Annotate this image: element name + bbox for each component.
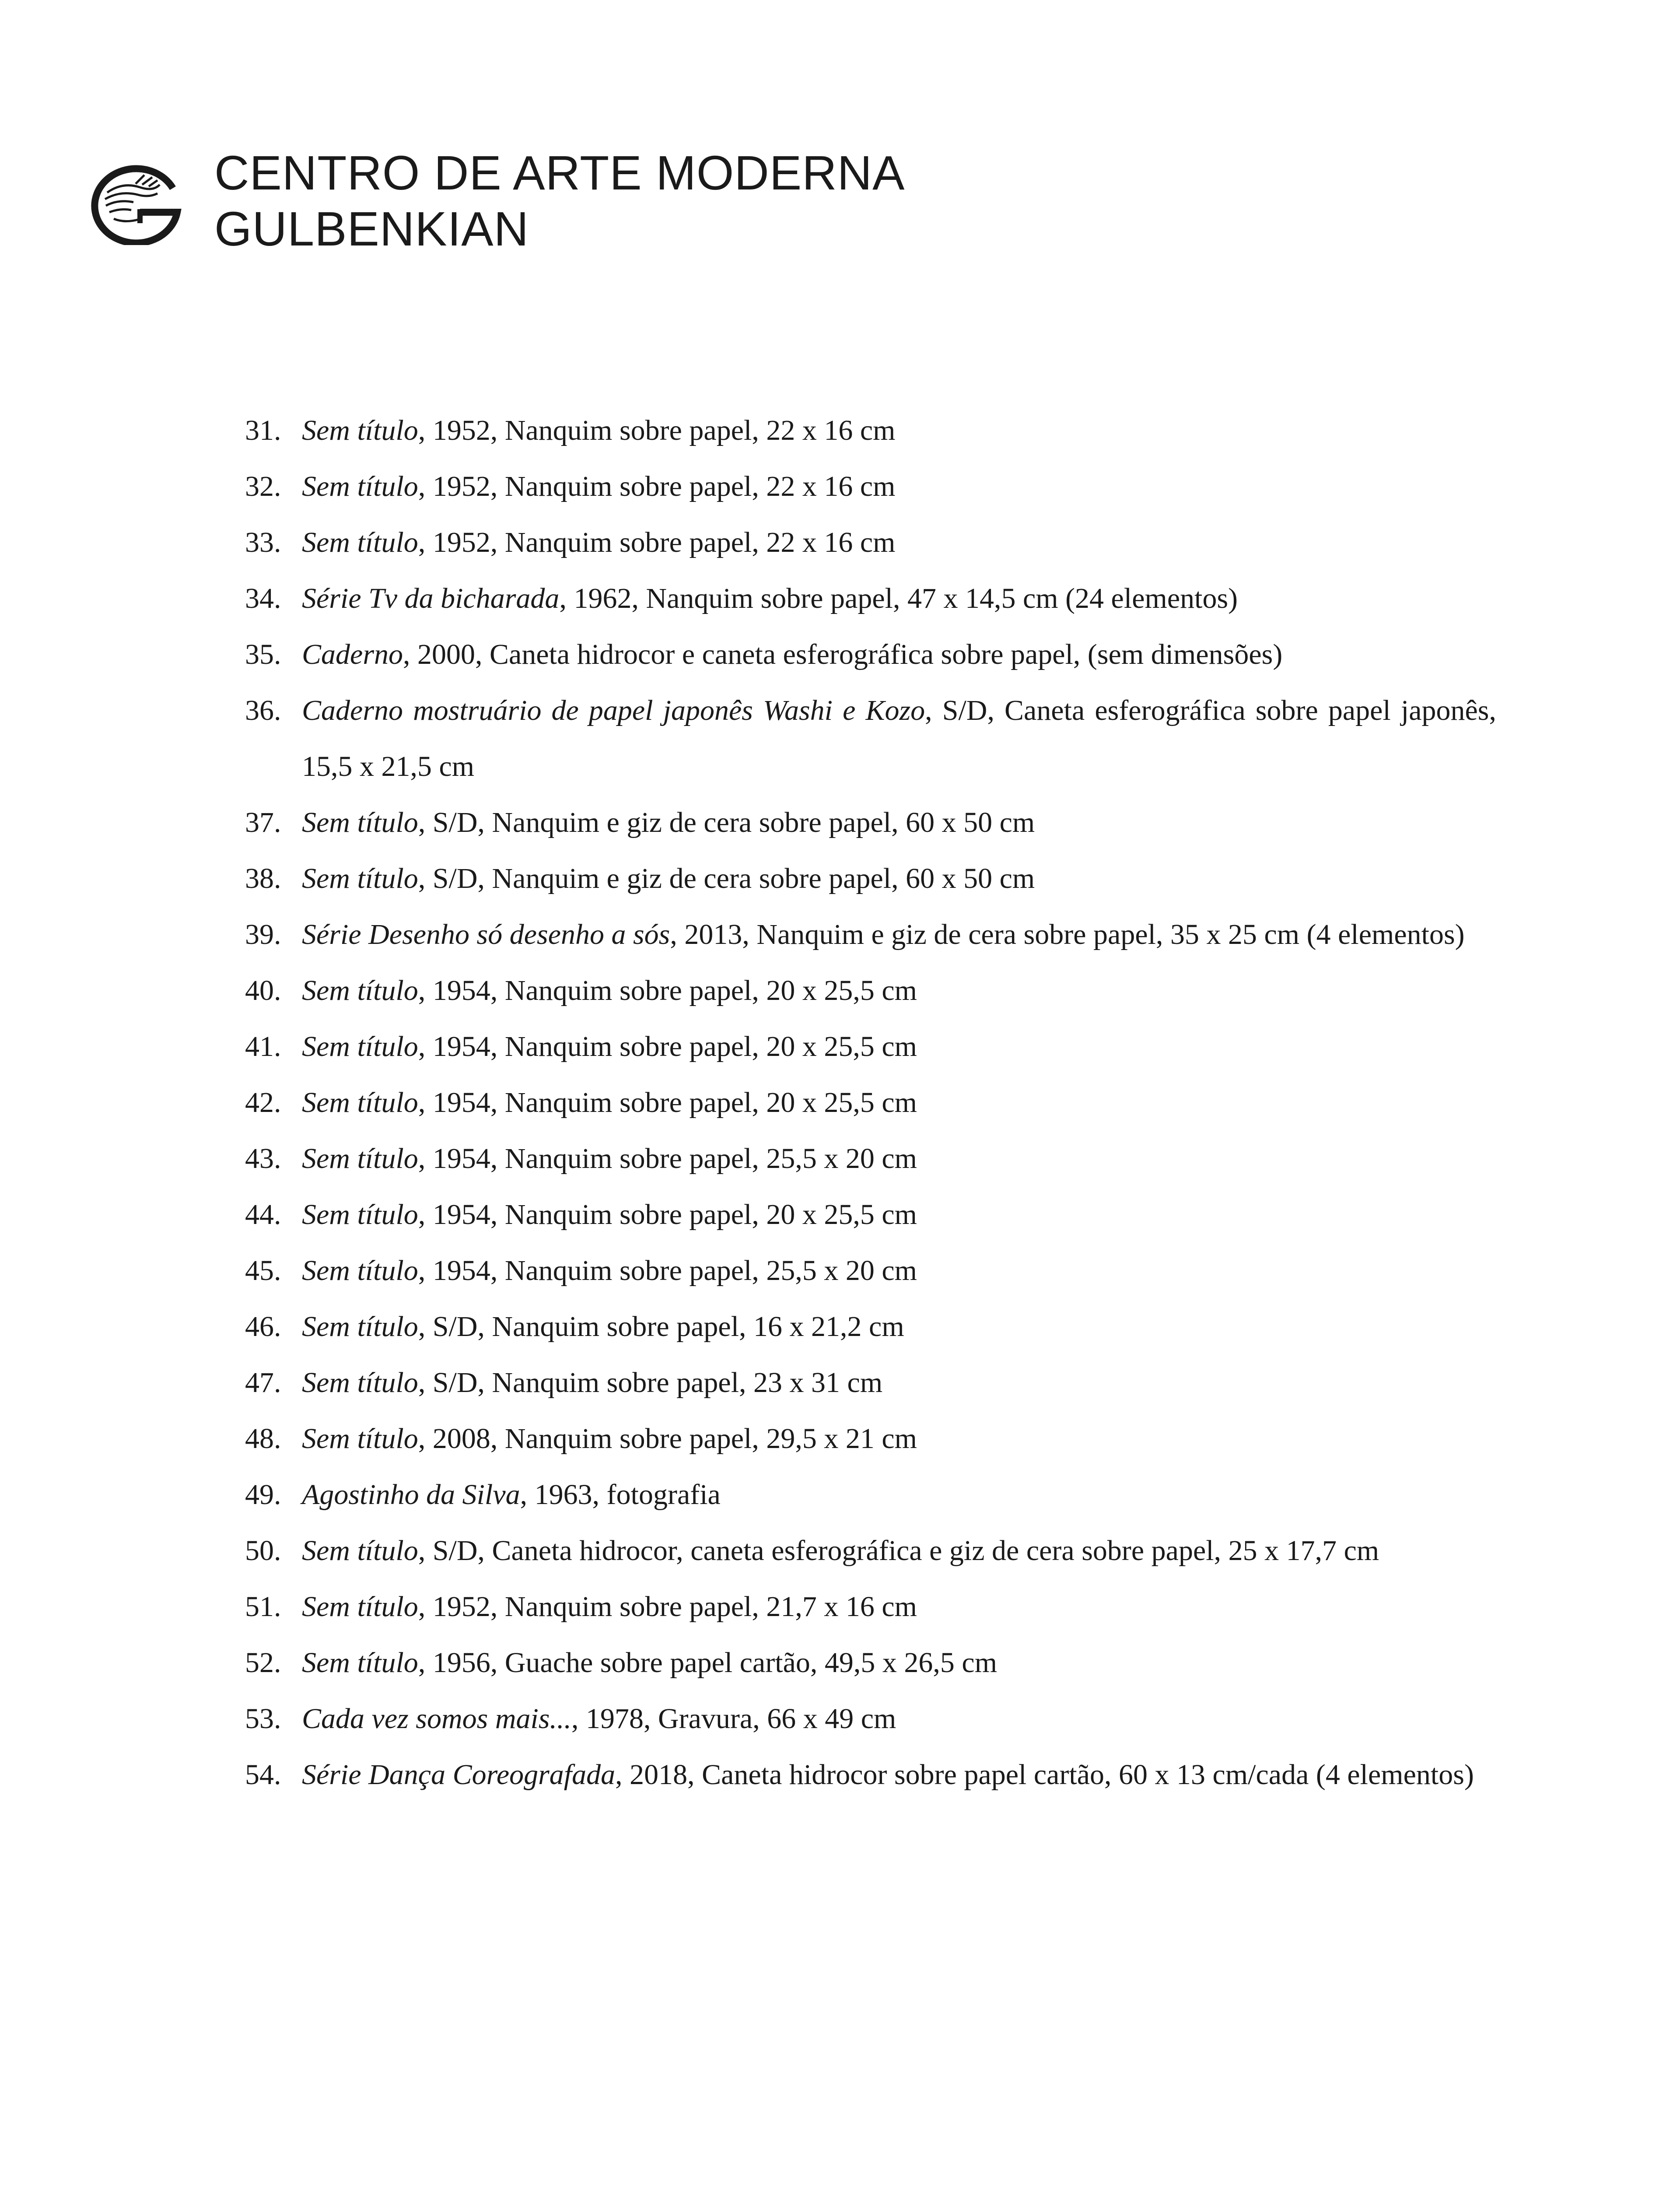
item-details: , 1954, Nanquim sobre papel, 20 x 25,5 cm [418, 975, 917, 1006]
item-number: 40. [245, 975, 281, 1006]
list-item [245, 1299, 1496, 1355]
item-details: , 1954, Nanquim sobre papel, 20 x 25,5 cm [418, 1031, 917, 1062]
item-title: Sem título [302, 1367, 418, 1399]
item-title: Sem título [302, 1535, 418, 1567]
institution-name [214, 145, 905, 257]
item-number: 52. [245, 1647, 281, 1679]
list-item [245, 1411, 1496, 1467]
item-title: Sem título [302, 1311, 418, 1343]
item-number: 49. [245, 1479, 281, 1511]
item-number: 51. [245, 1591, 281, 1623]
list-item [245, 1635, 1496, 1691]
list-item [245, 459, 1496, 515]
item-number: 36. [245, 694, 281, 726]
item-title: Série Dança Coreografada [302, 1759, 616, 1791]
item-title: Sem título [302, 470, 418, 502]
item-number: 33. [245, 526, 281, 558]
item-number: 48. [245, 1423, 281, 1455]
list-item [245, 1243, 1496, 1299]
item-number: 37. [245, 806, 281, 838]
item-details: , 1963, fotografia [520, 1479, 721, 1511]
item-number: 34. [245, 582, 281, 614]
item-title: Sem título [302, 1143, 418, 1175]
item-title: Agostinho da Silva [302, 1479, 520, 1511]
item-details: , 1952, Nanquim sobre papel, 21,7 x 16 cm [418, 1591, 917, 1623]
item-title: Caderno mostruário de papel japonês Washi e Kozo [302, 694, 925, 726]
item-number: 47. [245, 1367, 281, 1399]
item-details: , 1954, Nanquim sobre papel, 25,5 x 20 cm [418, 1255, 917, 1287]
item-number: 42. [245, 1087, 281, 1119]
item-title: Sem título [302, 1591, 418, 1623]
item-number: 31. [245, 414, 281, 446]
item-details: , S/D, Nanquim e giz de cera sobre papel, 60 x 50 cm [418, 806, 1035, 838]
item-number: 46. [245, 1311, 281, 1343]
item-title: Sem título [302, 1031, 418, 1062]
item-number: 50. [245, 1535, 281, 1567]
item-title: Sem título [302, 1199, 418, 1231]
list-item [245, 1467, 1496, 1523]
item-title: Sem título [302, 975, 418, 1006]
list-item [245, 795, 1496, 851]
item-title: Sem título [302, 1423, 418, 1455]
item-details: , 1954, Nanquim sobre papel, 20 x 25,5 cm [418, 1199, 917, 1231]
list-item [245, 1747, 1496, 1803]
list-item [245, 571, 1496, 627]
item-details: , 1952, Nanquim sobre papel, 22 x 16 cm [418, 470, 896, 502]
list-item [245, 907, 1496, 963]
item-title: Sem título [302, 806, 418, 838]
list-item [245, 1187, 1496, 1243]
artwork-list [245, 403, 1496, 1803]
list-item [245, 963, 1496, 1019]
item-number: 54. [245, 1759, 281, 1791]
list-item [245, 1019, 1496, 1075]
item-number: 41. [245, 1031, 281, 1062]
item-details: , 1954, Nanquim sobre papel, 20 x 25,5 cm [418, 1087, 917, 1119]
item-details: , 2018, Caneta hidrocor sobre papel cartão, 60 x 13 cm/cada (4 elementos) [615, 1759, 1474, 1791]
list-item [245, 683, 1496, 795]
list-item [245, 627, 1496, 683]
item-number: 43. [245, 1143, 281, 1175]
item-number: 53. [245, 1703, 281, 1735]
list-item [245, 1075, 1496, 1131]
item-title: Cada vez somos mais... [302, 1703, 572, 1735]
item-details: , S/D, Caneta hidrocor, caneta esferográfica e giz de cera sobre papel, 25 x 17,7 cm [418, 1535, 1379, 1567]
item-number: 39. [245, 919, 281, 950]
item-details: , 1952, Nanquim sobre papel, 22 x 16 cm [418, 414, 896, 446]
item-details: , 1954, Nanquim sobre papel, 25,5 x 20 cm [418, 1143, 917, 1175]
list-item [245, 1579, 1496, 1635]
item-details: , 1978, Gravura, 66 x 49 cm [571, 1703, 896, 1735]
item-title: Sem título [302, 863, 418, 894]
item-number: 32. [245, 470, 281, 502]
item-title: Sem título [302, 1087, 418, 1119]
item-details: , S/D, Nanquim e giz de cera sobre papel, 60 x 50 cm [418, 863, 1035, 894]
item-details: , 2008, Nanquim sobre papel, 29,5 x 21 cm [418, 1423, 917, 1455]
item-title: Sem título [302, 1255, 418, 1287]
list-item [245, 403, 1496, 459]
item-title: Sem título [302, 526, 418, 558]
item-details: , S/D, Nanquim sobre papel, 16 x 21,2 cm [418, 1311, 904, 1343]
item-details: , 2013, Nanquim e giz de cera sobre papel, 35 x 25 cm (4 elementos) [670, 919, 1465, 950]
institution-name-line2: GULBENKIAN [214, 202, 529, 256]
item-details: , 1956, Guache sobre papel cartão, 49,5 x 26,5 cm [418, 1647, 998, 1679]
item-number: 38. [245, 863, 281, 894]
item-title: Série Desenho só desenho a sós [302, 919, 670, 950]
item-number: 35. [245, 638, 281, 670]
letterhead [83, 140, 1046, 263]
item-number: 44. [245, 1199, 281, 1231]
list-item [245, 1131, 1496, 1187]
list-item [245, 1355, 1496, 1411]
item-title: Série Tv da bicharada [302, 582, 560, 614]
list-item [245, 515, 1496, 571]
item-number: 45. [245, 1255, 281, 1287]
list-item [245, 1523, 1496, 1579]
item-details: , S/D, Nanquim sobre papel, 23 x 31 cm [418, 1367, 883, 1399]
list-item [245, 851, 1496, 907]
list-item [245, 1691, 1496, 1747]
item-details: , 2000, Caneta hidrocor e caneta esferográfica sobre papel, (sem dimensões) [403, 638, 1283, 670]
item-title: Caderno [302, 638, 403, 670]
item-details: , 1962, Nanquim sobre papel, 47 x 14,5 cm (24 elementos) [559, 582, 1238, 614]
item-details: , 1952, Nanquim sobre papel, 22 x 16 cm [418, 526, 896, 558]
item-title: Sem título [302, 1647, 418, 1679]
item-title: Sem título [302, 414, 418, 446]
gulbenkian-logo-icon [83, 158, 188, 245]
item-details: , S/D, Caneta esferográfica sobre papel japonês, 15,5 x 21,5 cm [302, 694, 1496, 782]
institution-name-line1: CENTRO DE ARTE MODERNA [214, 146, 905, 200]
